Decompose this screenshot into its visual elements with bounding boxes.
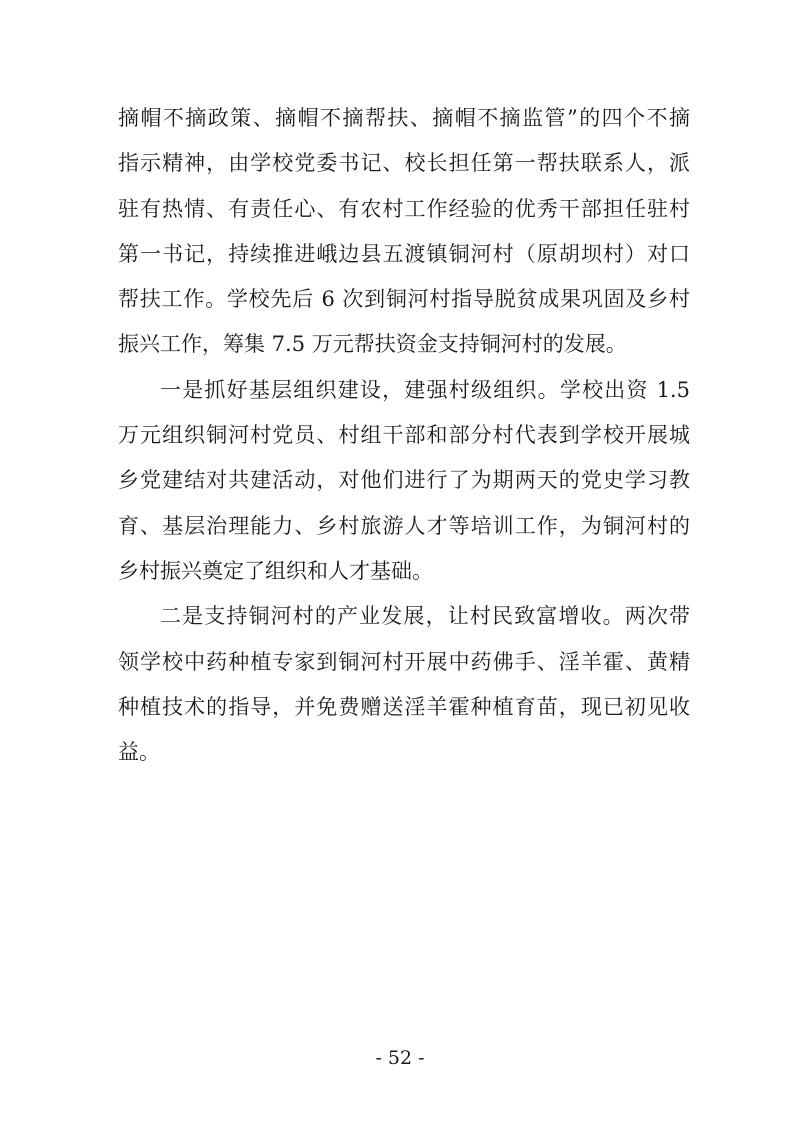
paragraph-1-line-6: 振兴工作，筹集 7.5 万元帮扶资金支持铜河村的发展。 bbox=[118, 332, 627, 357]
paragraph-1-line-4: 第一书记，持续推进峨边县五渡镇铜河村（原胡坝村）对口 bbox=[118, 241, 690, 266]
paragraph-2-line-1: 一是抓好基层组织建设，建强村级组织。学校出资 1.5 bbox=[160, 377, 690, 402]
paragraph-1-line-5: 帮扶工作。学校先后 6 次到铜河村指导脱贫成果巩固及乡村 bbox=[118, 287, 690, 312]
paragraph-2-line-5: 乡村振兴奠定了组织和人才基础。 bbox=[118, 558, 433, 583]
paragraph-3-line-4: 益。 bbox=[118, 740, 160, 765]
paragraph-2-line-2: 万元组织铜河村党员、村组干部和部分村代表到学校开展城 bbox=[118, 423, 690, 448]
paragraph-3-line-3: 种植技术的指导，并免费赠送淫羊霍种植育苗，现已初见收 bbox=[118, 694, 690, 719]
paragraph-3-line-1: 二是支持铜河村的产业发展，让村民致富增收。两次带 bbox=[160, 604, 690, 629]
page-number: - 52 - bbox=[375, 1047, 425, 1069]
paragraph-2-line-3: 乡党建结对共建活动，对他们进行了为期两天的党史学习教 bbox=[118, 468, 690, 493]
paragraph-1-line-1: 摘帽不摘政策、摘帽不摘帮扶、摘帽不摘监管”的四个不摘 bbox=[118, 106, 690, 130]
paragraph-2-line-4: 育、基层治理能力、乡村旅游人才等培训工作，为铜河村的 bbox=[118, 513, 690, 538]
body-text bbox=[118, 96, 690, 775]
paragraph-1-line-3: 驻有热情、有责任心、有农村工作经验的优秀干部担任驻村 bbox=[118, 196, 690, 221]
paragraph-3-line-2: 领学校中药种植专家到铜河村开展中药佛手、淫羊霍、黄精 bbox=[118, 649, 690, 674]
paragraph-1-line-2: 指示精神，由学校党委书记、校长担任第一帮扶联系人，派 bbox=[118, 151, 690, 176]
